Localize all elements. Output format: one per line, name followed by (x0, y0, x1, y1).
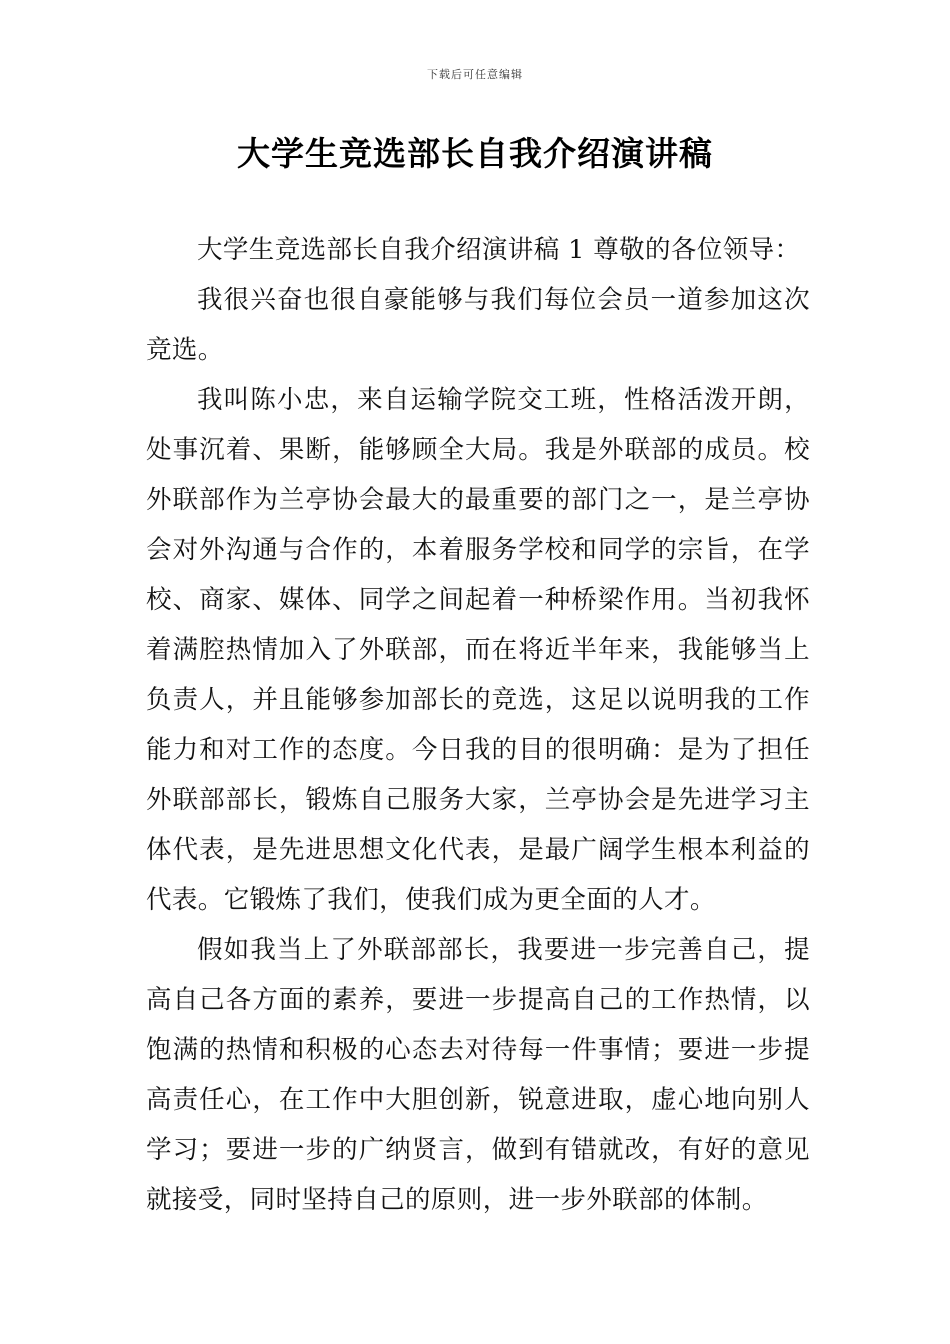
paragraph-intro: 我很兴奋也很自豪能够与我们每位会员一道参加这次竞选。 (146, 285, 810, 365)
header-note: 下载后可任意编辑 (427, 68, 523, 81)
paragraph-greeting: 大学生竞选部长自我介绍演讲稿 1 尊敬的各位领导： (197, 235, 801, 265)
document-title: 大学生竞选部长自我介绍演讲稿 (237, 134, 713, 173)
document-body (146, 225, 810, 1225)
paragraph-self-description: 我叫陈小忠，来自运输学院交工班，性格活泼开朗，处事沉着、果断，能够顾全大局。我是外联部的成员。校外联部作为兰亭协会最大的最重要的部门之一，是兰亭协会对外沟通与合作的，本着服务学校和同学的宗旨，在学校、商家、媒体、同学之间起着一种桥梁作用。当初我怀着满腔热情加入了外联部，而在将近半年来，我能够当上负责人，并且能够参加部长的竞选，这足以说明我的工作能力和对工作的态度。今日我的目的很明确：是为了担任外联部部长，锻炼自己服务大家，兰亭协会是先进学习主体代表，是先进思想文化代表，是最广阔学生根本利益的代表。它锻炼了我们，使我们成为更全面的人才。 (146, 385, 810, 915)
paragraph-plans: 假如我当上了外联部部长，我要进一步完善自己，提高自己各方面的素养，要进一步提高自己的工作热情，以饱满的热情和积极的心态去对待每一件事情；要进一步提高责任心，在工作中大胆创新，锐意进取，虚心地向别人学习；要进一步的广纳贤言，做到有错就改，有好的意见就接受，同时坚持自己的原则，进一步外联部的体制。 (146, 935, 810, 1215)
